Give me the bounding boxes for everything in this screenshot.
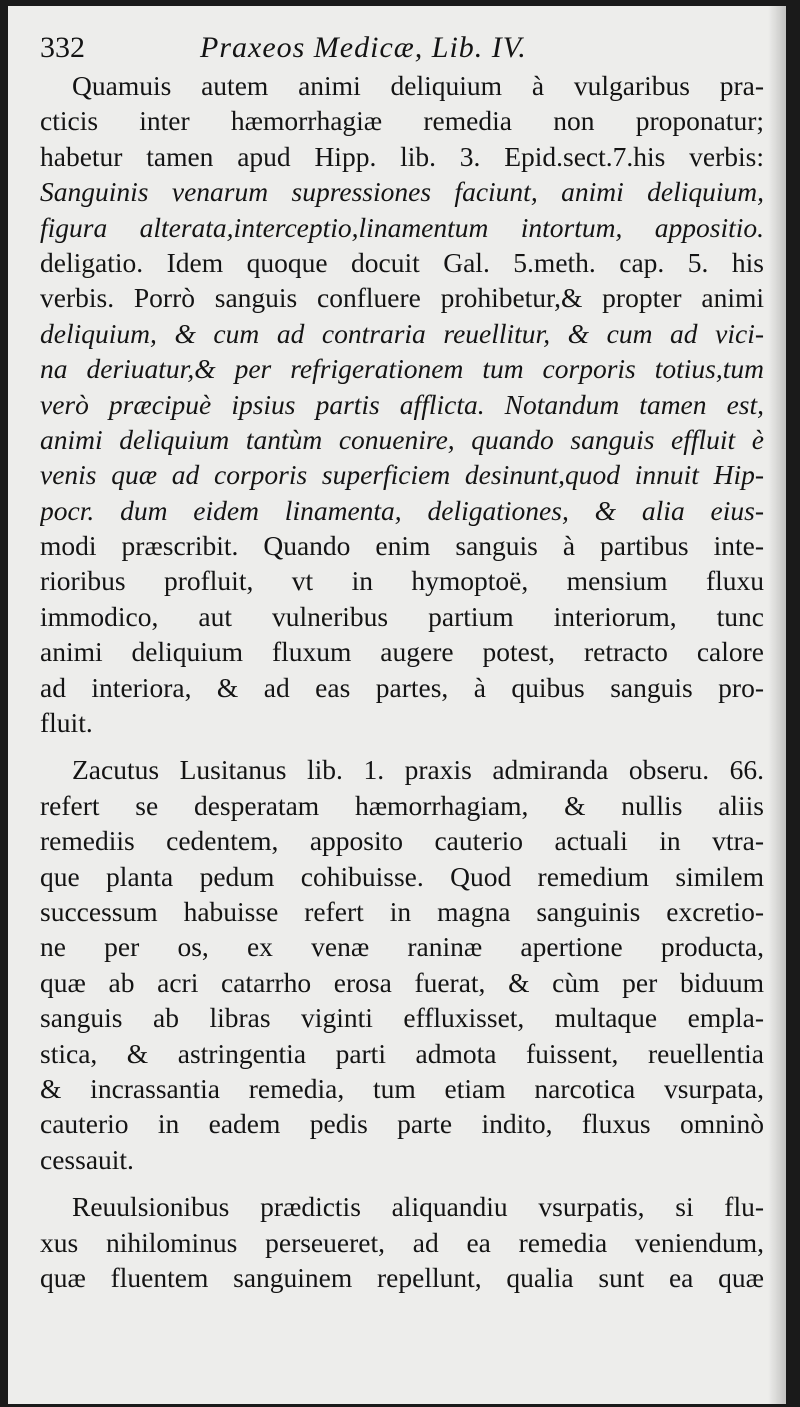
text-line: deligatio. Idem quoque docuit Gal. 5.meth. cap. 5. his — [40, 246, 764, 278]
text-line: cauterio in eadem pedis parte indito, fluxus omninò — [40, 1108, 764, 1140]
text-line: pocr. dum eidem linamenta, deligationes, & alia eius- — [40, 494, 764, 526]
text-line: rioribus profluit, vt in hymoptoë, mensium fluxu — [40, 565, 764, 597]
text-line: ne per os, ex venæ raninæ apertione producta, — [40, 931, 764, 963]
text-line: stica, & astringentia parti admota fuissent, reuellentia — [40, 1037, 764, 1069]
text-line: Quamuis autem animi deliquium à vulgaribus pra- — [72, 70, 764, 101]
text-line: animi deliquium fluxum augere potest, retracto calore — [40, 636, 764, 668]
text-line: xus nihilominus perseueret, ad ea remedia veniendum, — [40, 1226, 764, 1258]
paragraph — [40, 68, 764, 740]
running-head — [40, 32, 764, 66]
paragraph — [40, 752, 764, 1177]
running-head-title: Praxeos Medicæ, Lib. IV. — [200, 31, 527, 64]
text-line: figura alterata,interceptio,linamentum intortum, appositio. — [40, 211, 764, 243]
text-line: animi deliquium tantùm conuenire, quando sanguis effluit è — [40, 423, 764, 455]
text-line: que planta pedum cohibuisse. Quod remedium similem — [40, 860, 764, 892]
text-line: verò præcipuè ipsius partis afflicta. Notandum tamen est, — [40, 388, 764, 420]
text-line: quæ ab acri catarrho erosa fuerat, & cùm per biduum — [40, 966, 764, 998]
book-page — [8, 6, 786, 1404]
text-line: remediis cedentem, apposito cauterio actuali in vtra- — [40, 825, 764, 857]
text-line: habetur tamen apud Hipp. lib. 3. Epid.sect.7.his verbis: — [40, 140, 764, 172]
text-line: cticis inter hæmorrhagiæ remedia non proponatur; — [40, 105, 764, 137]
text-line: immodico, aut vulneribus partium interiorum, tunc — [40, 600, 764, 632]
text-line: Sanguinis venarum supressiones faciunt, animi deliquium, — [40, 176, 764, 208]
text-line: cessauit. — [40, 1143, 134, 1175]
text-line: & incrassantia remedia, tum etiam narcotica vsurpata, — [40, 1072, 764, 1104]
text-line: refert se desperatam hæmorrhagiam, & nullis aliis — [40, 789, 764, 821]
text-line: deliquium, & cum ad contraria reuellitur, & cum ad vici- — [40, 317, 764, 349]
text-line: venis quæ ad corporis superficiem desinunt,quod innuit Hip- — [40, 459, 764, 491]
text-line: modi præscribit. Quando enim sanguis à partibus inte- — [40, 530, 764, 562]
text-line: successum habuisse refert in magna sanguinis excretio- — [40, 895, 764, 927]
text-line: ad interiora, & ad eas partes, à quibus sanguis pro- — [40, 671, 764, 703]
paragraph-gap — [40, 740, 764, 752]
text-line: Zacutus Lusitanus lib. 1. praxis admiranda obseru. 66. — [72, 754, 764, 786]
text-line: verbis. Porrò sanguis confluere prohibetur,& propter animi — [40, 282, 764, 314]
paragraph-gap — [40, 1177, 764, 1189]
paragraph — [40, 1189, 764, 1295]
text-line: na deriuatur,& per refrigerationem tum corporis totius,tum — [40, 353, 764, 385]
body-text — [40, 68, 764, 1295]
page-number: 332 — [40, 31, 85, 64]
text-line: Reuulsionibus prædictis aliquandiu vsurpatis, si flu- — [72, 1191, 764, 1223]
text-line: fluit. — [40, 707, 93, 739]
page-edge-shadow — [768, 6, 786, 1404]
text-line: quæ fluentem sanguinem repellunt, qualia sunt ea quæ — [40, 1261, 764, 1293]
text-line: sanguis ab libras viginti effluxisset, multaque empla- — [40, 1002, 764, 1034]
